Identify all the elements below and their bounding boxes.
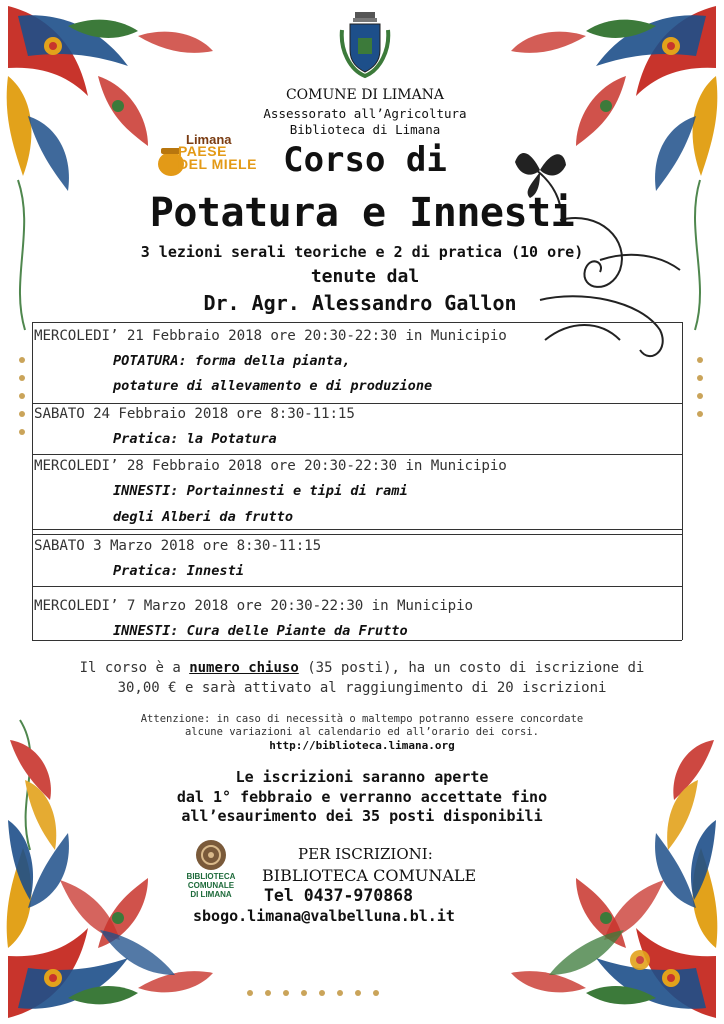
contact-label: PER ISCRIZIONI: — [298, 845, 433, 863]
registration-line-1: Le iscrizioni saranno aperte — [235, 768, 489, 786]
schedule-rule — [32, 403, 682, 404]
lessons-description: 3 lezioni serali teoriche e 2 di pratica (10 ore) — [140, 243, 584, 261]
schedule-left-border — [32, 322, 33, 640]
taught-by-label: tenute dal — [310, 266, 420, 287]
department-name: Assessorato all’Agricoltura — [263, 106, 467, 121]
library-name: Biblioteca di Limana — [289, 122, 441, 137]
course-info-line-2: 30,00 € e sarà attivato al raggiungimento di 20 iscrizioni — [117, 680, 607, 696]
session-3-when: MERCOLEDI’ 28 Febbraio 2018 ore 20:30-22:30 in Municipio — [34, 458, 507, 474]
schedule-rule — [32, 640, 682, 641]
session-2-when: SABATO 24 Febbraio 2018 ore 8:30-11:15 — [34, 406, 355, 422]
library-emblem-icon — [194, 838, 228, 872]
notice-line-1: Attenzione: in caso di necessità o maltempo potranno essere concordate — [140, 713, 584, 725]
schedule-rule — [32, 534, 682, 535]
notice-line-2: alcune variazioni al calendario ed all’orario dei corsi. — [184, 726, 539, 738]
title-line-2: Potatura e Innesti — [149, 190, 575, 236]
session-1-topic-1: POTATURA: forma della pianta, — [113, 353, 351, 369]
library-logo-text-1: BIBLIOTECA — [186, 872, 236, 881]
session-3-topic-1: INNESTI: Portainnesti e tipi di rami — [113, 483, 408, 499]
course-info-post: (35 posti), ha un costo di iscrizione di — [298, 660, 645, 676]
session-3-topic-2: degli Alberi da frutto — [113, 509, 294, 525]
session-5-when: MERCOLEDI’ 7 Marzo 2018 ore 20:30-22:30 in Municipio — [34, 598, 473, 614]
title-line-1: Corso di — [283, 140, 447, 180]
schedule-rule — [32, 454, 682, 455]
library-logo-text-2: COMUNALE — [187, 881, 235, 890]
closed-enrollment-emphasis: numero chiuso — [189, 660, 299, 676]
session-5-topic-1: INNESTI: Cura delle Piante da Frutto — [113, 623, 408, 639]
coat-of-arms-icon — [338, 10, 392, 80]
session-1-when: MERCOLEDI’ 21 Febbraio 2018 ore 20:30-22:30 in Municipio — [34, 328, 507, 344]
schedule-rule — [32, 529, 682, 530]
website-link[interactable]: http://biblioteca.limana.org — [269, 739, 455, 752]
session-4-when: SABATO 3 Marzo 2018 ore 8:30-11:15 — [34, 538, 322, 554]
contact-email[interactable]: sbogo.limana@valbelluna.bl.it — [193, 907, 455, 925]
library-logo-text — [184, 872, 238, 899]
session-1-topic-2: potature di allevamento e di produzione — [113, 378, 433, 394]
logo-brand: Limana — [186, 132, 232, 147]
schedule-right-border — [682, 322, 683, 640]
contact-phone[interactable]: Tel 0437-970868 — [264, 886, 414, 905]
session-4-topic-1: Pratica: Innesti — [113, 563, 244, 579]
municipality-name: COMUNE DI LIMANA — [285, 87, 445, 103]
registration-line-3: all’esaurimento dei 35 posti disponibili — [181, 807, 543, 825]
teacher-name: Dr. Agr. Alessandro Gallon — [203, 291, 517, 315]
library-logo-text-3: DI LIMANA — [190, 890, 232, 899]
library-logo — [188, 838, 234, 906]
logo-tagline-2: DEL MIELE — [178, 156, 257, 172]
course-info-line-1 — [30, 660, 694, 676]
session-2-topic-1: Pratica: la Potatura — [113, 431, 277, 447]
contact-place: BIBLIOTECA COMUNALE — [262, 866, 477, 885]
course-info-pre: Il corso è a — [79, 660, 190, 676]
logo-tagline-1: PAESE — [178, 143, 227, 159]
registration-line-2: dal 1° febbraio e verranno accettate fino — [176, 788, 548, 806]
schedule-rule — [32, 586, 682, 587]
schedule-rule — [32, 322, 682, 323]
